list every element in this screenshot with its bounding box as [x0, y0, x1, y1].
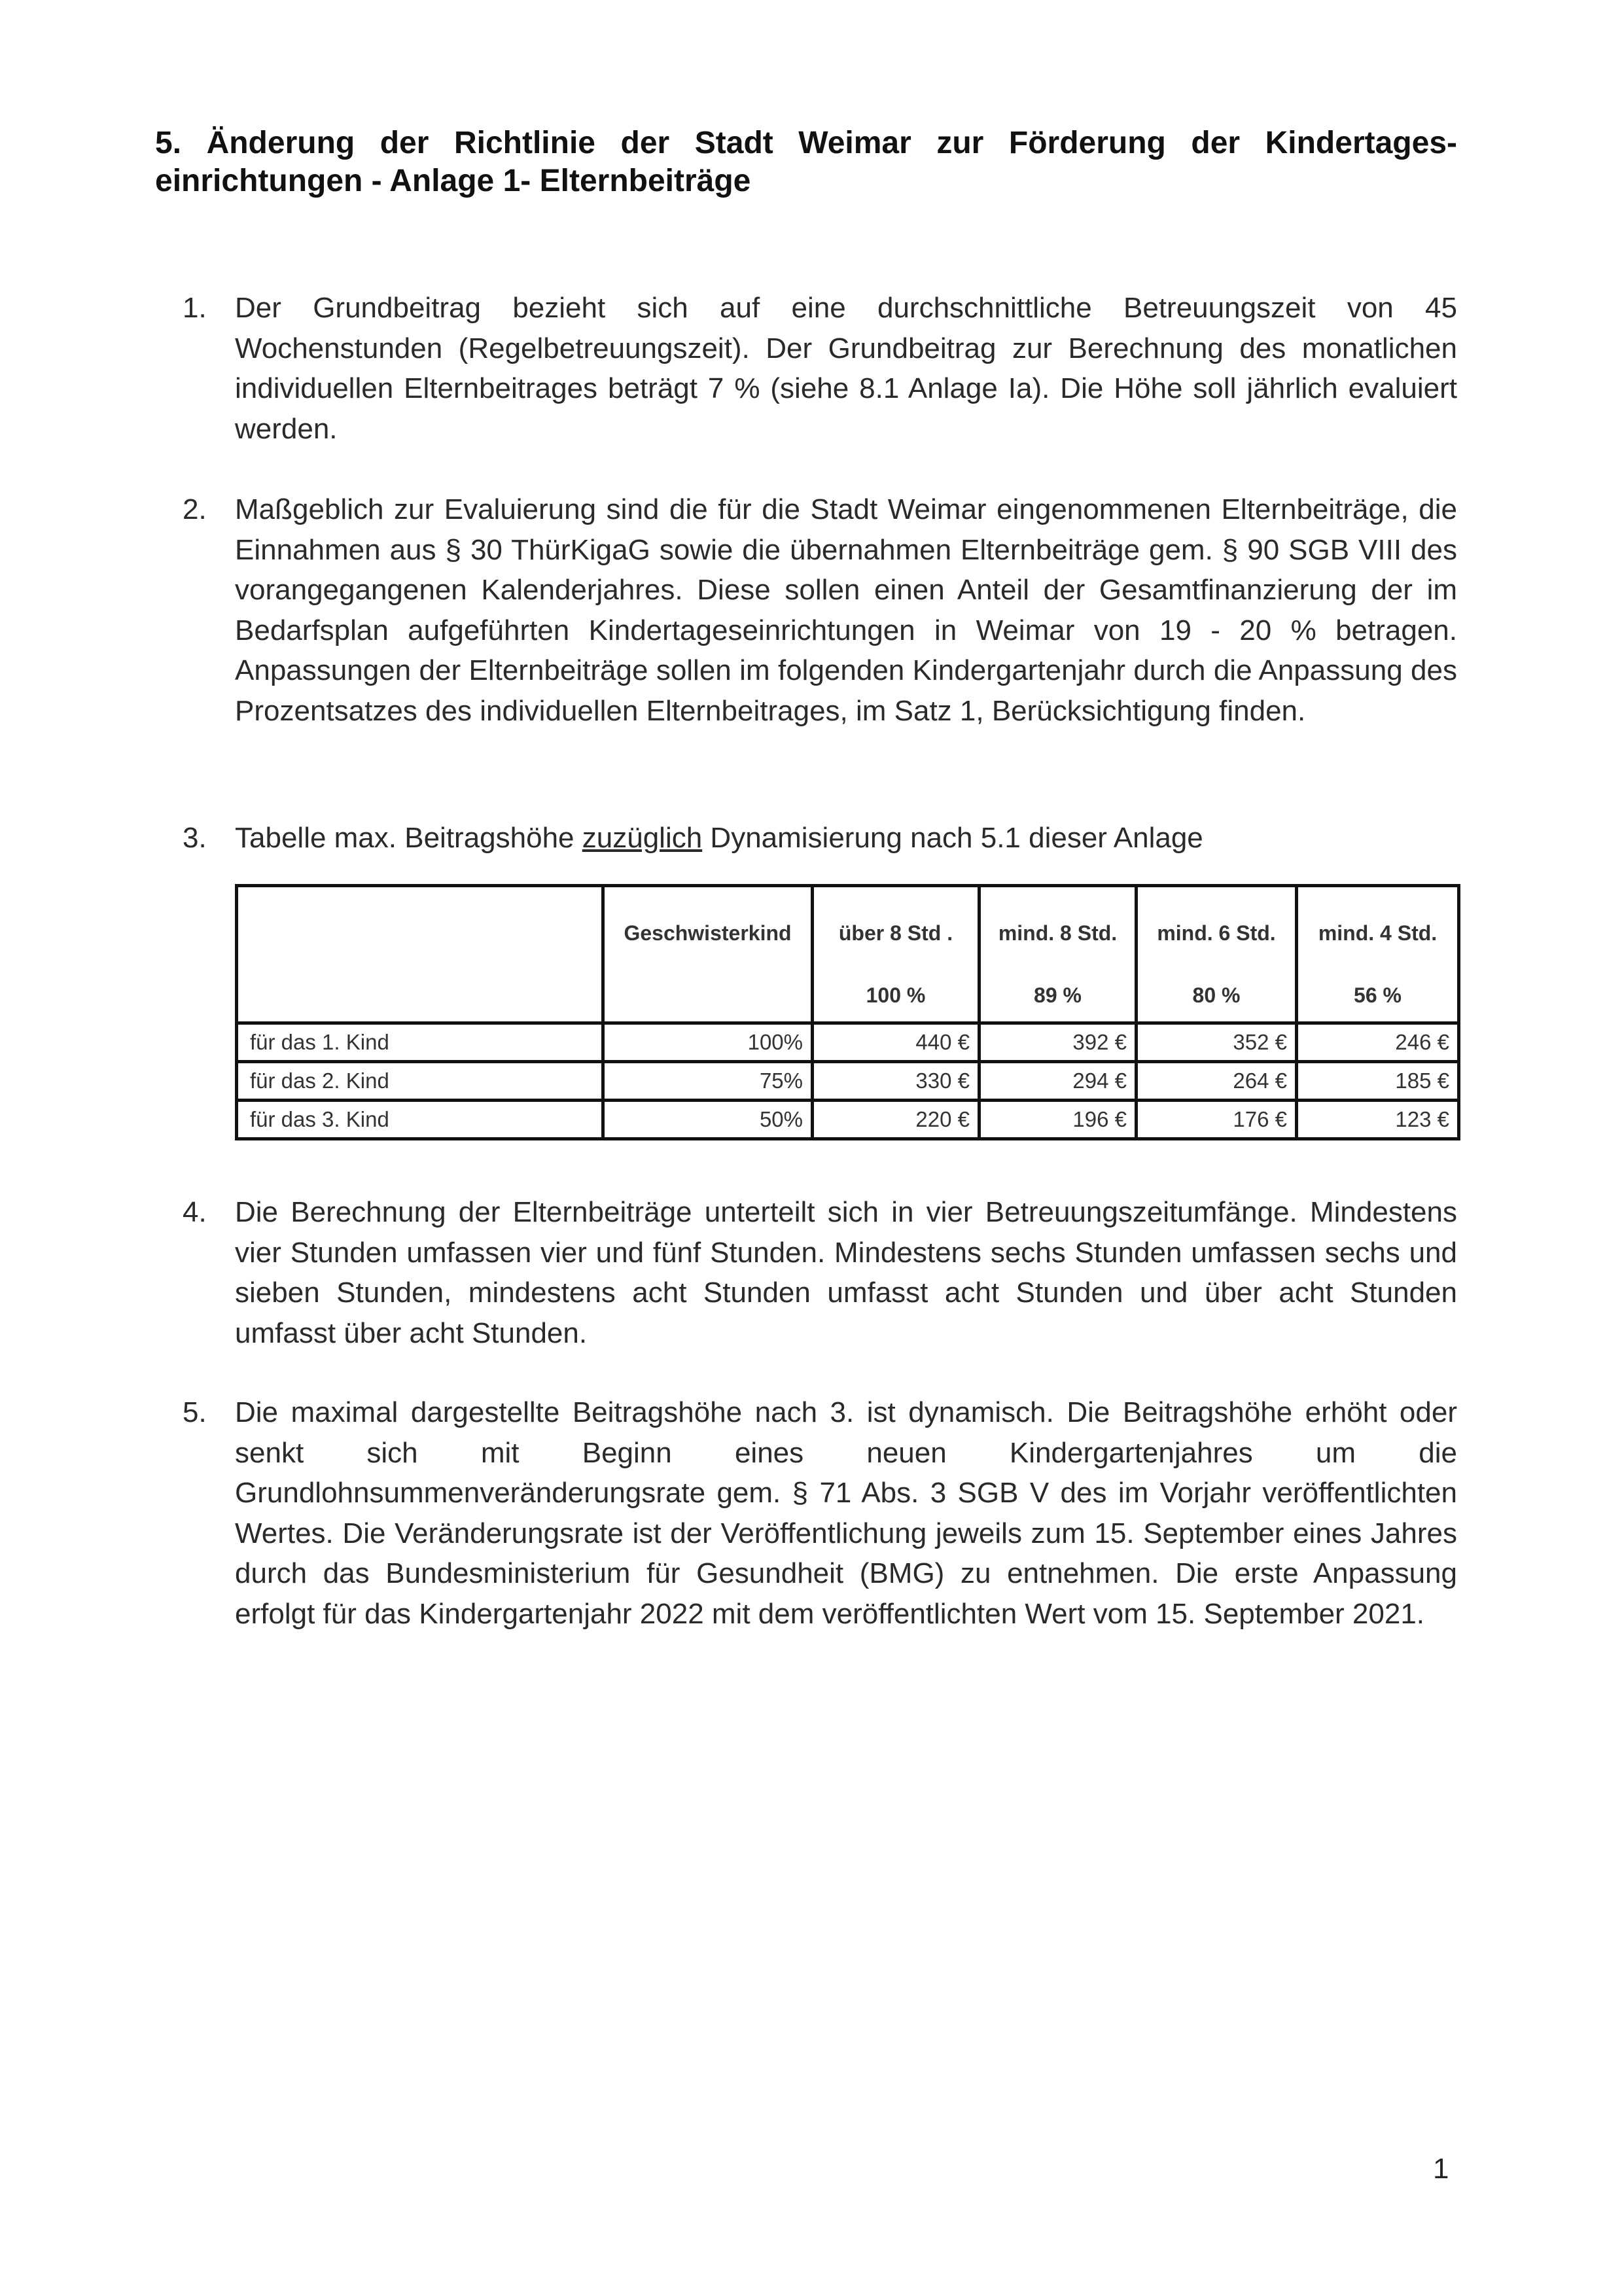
header-percent: 100 %	[866, 983, 926, 1007]
row-label: für das 1. Kind	[237, 1023, 603, 1062]
header-label: mind. 6 Std.	[1157, 921, 1276, 945]
text-before: Tabelle max. Beitragshöhe	[235, 822, 582, 854]
fee-cell: 123 €	[1297, 1101, 1459, 1139]
list-item-text: Die Berechnung der Elternbeiträge unterteilt sich in vier Betreuungszeitumfänge. Mindestens vier Stunden umfassen vier und fünf Stunden. Mindestens sechs Stunden umfassen sechs und sieben Stunden, mindestens acht Stunden umfasst acht Stunden und über acht Stunden umfasst über acht Stunden.	[235, 1196, 1457, 1349]
fee-table	[235, 884, 1460, 1140]
header-label: mind. 8 Std.	[998, 921, 1118, 945]
list-item-4	[155, 1192, 1457, 1353]
list-item-number: 1.	[183, 292, 207, 324]
header-col-3	[1137, 886, 1297, 1023]
sibling-cell: 50%	[603, 1101, 813, 1139]
header-sibling	[603, 886, 813, 1023]
header-col-1	[813, 886, 980, 1023]
header-sibling-label: Geschwisterkind	[624, 921, 792, 945]
fee-cell: 176 €	[1137, 1101, 1297, 1139]
text-after: Dynamisierung nach 5.1 dieser Anlage	[702, 822, 1203, 854]
header-percent: 80 %	[1192, 983, 1241, 1007]
header-label: mind. 4 Std.	[1318, 921, 1438, 945]
sibling-cell: 100%	[603, 1023, 813, 1062]
list-item-5	[155, 1392, 1457, 1634]
list-item-text: Der Grundbeitrag bezieht sich auf eine durchschnittliche Betreuungszeit von 45 Wochenstunden (Regelbetreuungszeit). Der Grundbeitrag zur Berechnung des monatlichen individuellen Elternbeitrages beträgt 7 % (siehe 8.1 Anlage Ia). Die Höhe soll jährlich evaluiert werden.	[235, 292, 1457, 445]
fee-cell: 352 €	[1137, 1023, 1297, 1062]
header-percent: 89 %	[1034, 983, 1082, 1007]
fee-cell: 392 €	[980, 1023, 1137, 1062]
list-item-1	[155, 288, 1457, 449]
row-label: für das 3. Kind	[237, 1101, 603, 1139]
list-item-3	[155, 818, 1457, 858]
table-header-row	[237, 886, 1459, 1023]
header-col-2	[980, 886, 1137, 1023]
fee-cell: 294 €	[980, 1062, 1137, 1101]
header-percent: 56 %	[1354, 983, 1402, 1007]
table-row	[237, 1023, 1459, 1062]
list-item-number: 4.	[183, 1196, 207, 1228]
list-item-text: Die maximal dargestellte Beitragshöhe nach 3. ist dynamisch. Die Beitragshöhe erhöht oder senkt sich mit Beginn eines neuen Kindergartenjahres um die Grundlohnsummenveränderungsrate gem. § 71 Abs. 3 SGB V des im Vorjahr veröffentlichten Wertes. Die Veränderungsrate ist der Veröffentlichung jeweils zum 15. September eines Jahres durch das Bundesministerium für Gesundheit (BMG) zu entnehmen. Die erste Anpassung erfolgt für das Kindergartenjahr 2022 mit dem veröffentlichten Wert vom 15. September 2021.	[235, 1396, 1457, 1630]
list-item-number: 5.	[183, 1396, 207, 1428]
document-title: 5. Änderung der Richtlinie der Stadt Weimar zur Förderung der Kindertages-einrichtungen - Anlage 1- Elternbeiträge	[155, 126, 1457, 198]
table-row	[237, 1101, 1459, 1139]
row-label: für das 2. Kind	[237, 1062, 603, 1101]
list-item-number: 2.	[183, 493, 207, 525]
fee-cell: 246 €	[1297, 1023, 1459, 1062]
fee-cell: 220 €	[813, 1101, 980, 1139]
page-number: 1	[1433, 2153, 1449, 2185]
list-item-2	[155, 489, 1457, 731]
fee-cell: 185 €	[1297, 1062, 1459, 1101]
fee-cell: 196 €	[980, 1101, 1137, 1139]
header-label: über 8 Std .	[838, 921, 953, 945]
fee-cell: 440 €	[813, 1023, 980, 1062]
table-row	[237, 1062, 1459, 1101]
list-item-text	[235, 818, 1457, 858]
list-item-number: 3.	[183, 822, 207, 854]
sibling-cell: 75%	[603, 1062, 813, 1101]
list-item-text: Maßgeblich zur Evaluierung sind die für die Stadt Weimar eingenommenen Elternbeiträge, die Einnahmen aus § 30 ThürKigaG sowie die übernahmen Elternbeiträge gem. § 90 SGB VIII des vorangegangenen Kalenderjahres. Diese sollen einen Anteil der Gesamtfinanzierung der im Bedarfsplan aufgeführten Kindertageseinrichtungen in Weimar von 19 - 20 % betragen. Anpassungen der Elternbeiträge sollen im folgenden Kindergartenjahr durch die Anpassung des Prozentsatzes des individuellen Elternbeitrages, im Satz 1, Berücksichtigung finden.	[235, 493, 1457, 727]
header-empty-cell	[237, 886, 603, 1023]
header-col-4	[1297, 886, 1459, 1023]
fee-cell: 264 €	[1137, 1062, 1297, 1101]
fee-cell: 330 €	[813, 1062, 980, 1101]
underlined-text: zuzüglich	[582, 822, 703, 854]
